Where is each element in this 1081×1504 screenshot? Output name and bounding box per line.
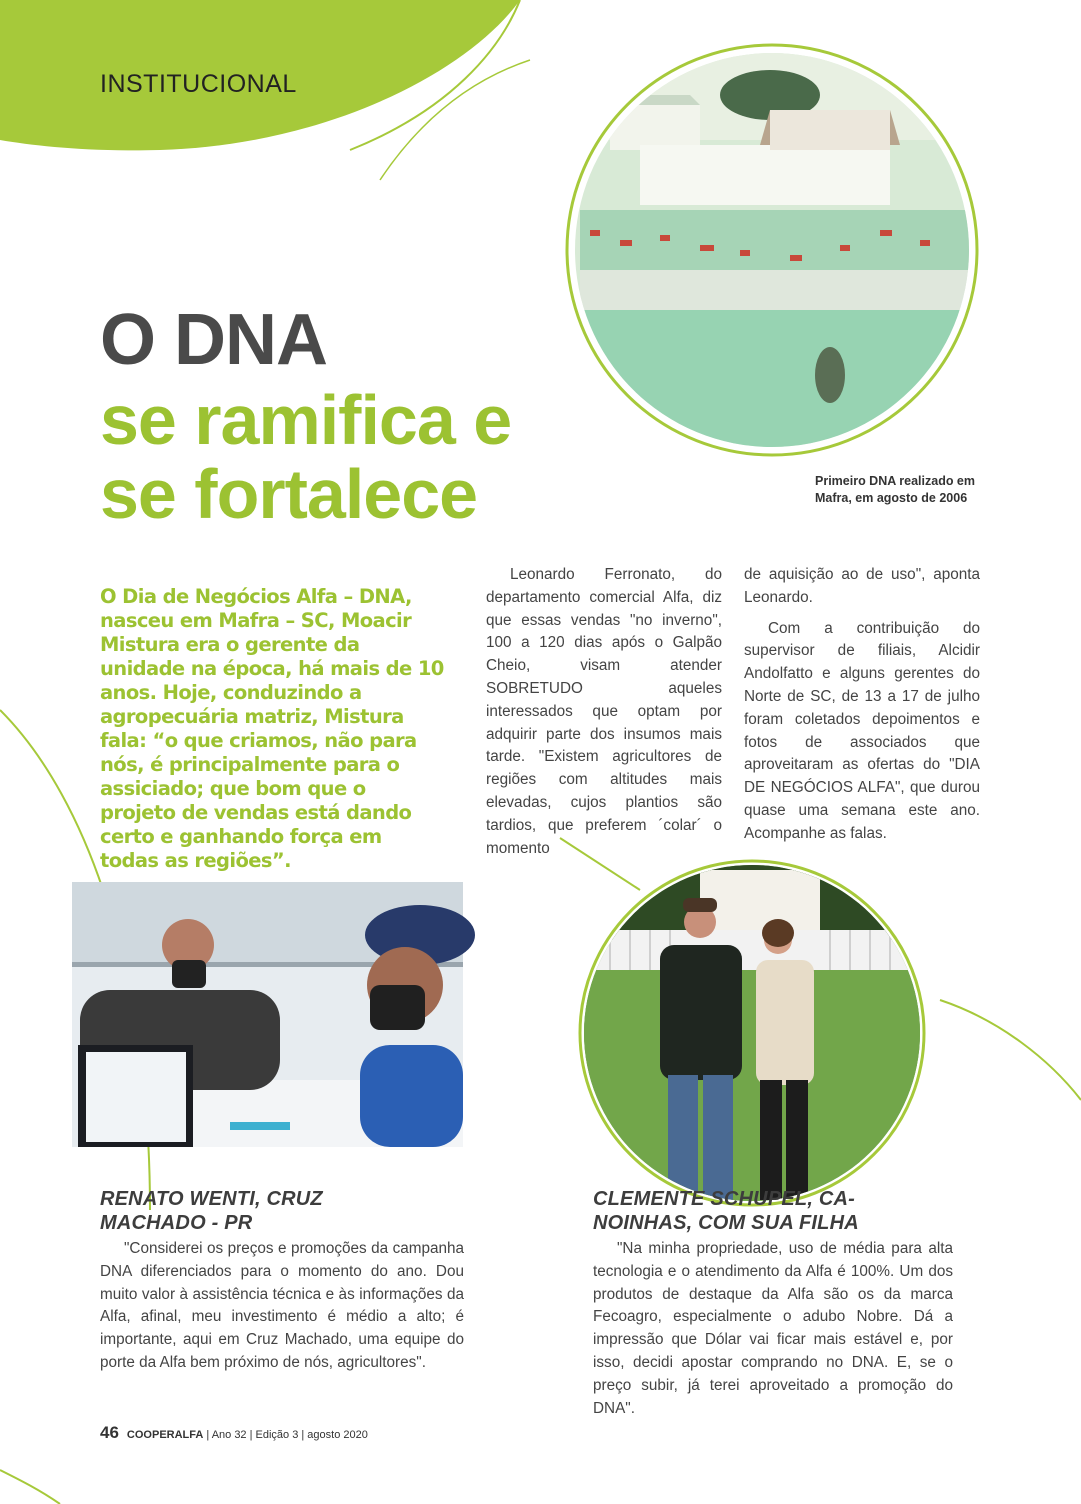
photo-caption-line-1: Primeiro DNA realizado em — [815, 474, 976, 488]
testimonial-name-line-1: CLEMENTE SCHUPEL, CA- — [593, 1188, 855, 1210]
page-number: 46 — [100, 1423, 119, 1442]
testimonial-quote-clemente: "Na minha propriedade, uso de média para alta tecnologia e o atendimento da Alfa é 100%. Um dos produtos de destaque da Alfa são os da marca Fecoagro, especialmente o adubo Nobre. Dá a impressão que Dólar vai ficar mais estável e, por isso, decidi apostar comprando no DNA. E, se o preço subir, já terei aproveitado a promoção do DNA". — [593, 1240, 953, 1417]
thin-curve-right — [940, 1000, 1081, 1100]
testimonial-name-line-2: NOINHAS, COM SUA FILHA — [593, 1212, 859, 1234]
office-photo — [72, 882, 475, 1147]
photo-caption-line-2: Mafra, em agosto de 2006 — [815, 491, 968, 505]
magazine-brand: COOPERALFA — [126, 1429, 204, 1441]
title-line-2: se ramifica e — [100, 381, 512, 459]
lead-paragraph: O Dia de Negócios Alfa – DNA, nasceu em Mafra – SC, Moacir Mistura era o gerente da unidade na época, há mais de 10 anos. Hoje, conduzindo a agropecuária matriz, Mistura fala: “o que criamos, não para nós, é principalmente para o assiciado; que bom que o projeto de vendas está dando certo e ganhando força em todas as regiões”. — [100, 585, 444, 872]
title-line-1: O DNA — [100, 300, 327, 380]
testimonial-name-line-1: RENATO WENTI, CRUZ — [100, 1188, 323, 1210]
testimonial-quote-renato: "Considerei os preços e promoções da campanha DNA diferenciados para o momento do ano. Dou muito valor à assistência técnica e às informações da Alfa, afinal, meu investimento é médio a alto; é importante, aqui em Cruz Machado, uma equipe do porte da Alfa bem próximo de nós, agricultores". — [100, 1240, 464, 1371]
page-footer — [100, 1423, 368, 1443]
body-column-3-paragraph-2: Com a contribuição do supervisor de filiais, Alcidir Andolfatto e alguns gerentes do Norte de SC, de 13 a 17 de julho foram coletados depoimentos e fotos de associados que aproveitaram as ofertas do "DIA DE NEGÓCIOS ALFA", que durou quase uma semana este ano. Acompanhe as falas. — [744, 619, 980, 842]
testimonial-name-renato — [100, 1187, 460, 1235]
testimonial-name-line-2: MACHADO - PR — [100, 1212, 253, 1234]
issue-meta: | Ano 32 | Edição 3 | agosto 2020 — [203, 1429, 368, 1441]
section-label: INSTITUCIONAL — [100, 70, 297, 98]
body-column-3 — [744, 564, 980, 846]
title-line-3: se fortalece — [100, 455, 478, 533]
body-column-2: Leonardo Ferronato, do departamento comercial Alfa, diz que essas vendas "no inverno", 100 a 120 dias após o Galpão Cheio, visam atender SOBRETUDO aqueles interessados que optam por adquirir parte dos insumos mais tarde. "Existem agricultores de regiões com altitudes mais elevadas, cujos plantios são tardios, que preferem ´colar´ o momento — [486, 566, 722, 857]
body-column-3-paragraph-1: de aquisição ao de uso", aponta Leonardo. — [744, 566, 980, 606]
thin-curve-left-bottom — [0, 1470, 60, 1504]
testimonial-name-clemente — [593, 1187, 953, 1235]
photo-caption — [815, 473, 1005, 507]
